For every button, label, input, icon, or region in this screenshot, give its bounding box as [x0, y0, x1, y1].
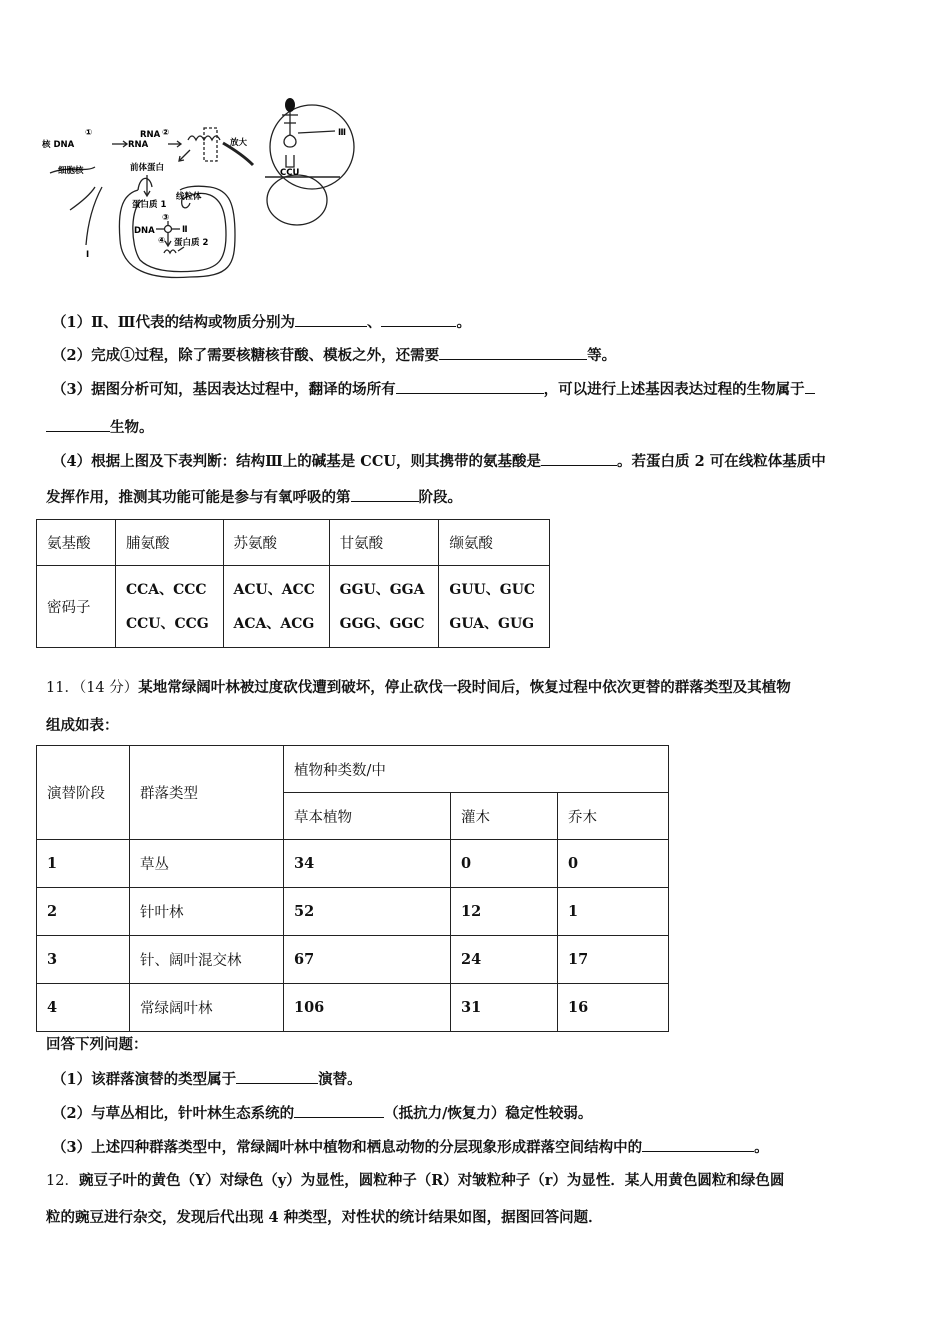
cell-herb: 34 [284, 840, 451, 888]
q11-stem-text-2: 组成如表： [46, 717, 119, 734]
succession-table [36, 745, 669, 1032]
label-step3: ③ [162, 213, 170, 223]
cell-shrub: 31 [451, 984, 558, 1032]
label-protein1: 蛋白质 1 [132, 200, 167, 210]
q10-p3-text: （3）据图分析可知，基因表达过程中，翻译的场所有 [52, 381, 396, 398]
cell-tree: 16 [558, 984, 669, 1032]
q11-number: 11． [46, 680, 79, 696]
cell-stage: 1 [37, 840, 130, 888]
answer-blank[interactable] [396, 379, 544, 394]
q10-p2-text: （2）完成①过程，除了需要核糖核苷酸、模板之外，还需要 [52, 347, 440, 364]
label-rna-1: RNA [128, 140, 149, 150]
codon-text: GUA、GUG [449, 615, 535, 632]
codon-text: GGU、GGA [339, 581, 425, 598]
cell-shrub: 0 [451, 840, 558, 888]
label-rna-2: RNA [140, 130, 161, 140]
label-roman2: Ⅱ [182, 225, 188, 235]
q11-part2 [52, 1103, 910, 1124]
q11-p3-end: 。 [754, 1139, 769, 1156]
amino-acid-cell: 甘氨酸 [329, 520, 439, 566]
codon-cell [439, 566, 550, 648]
answer-blank[interactable] [46, 417, 110, 432]
cell-tree: 0 [558, 840, 669, 888]
answer-blank[interactable] [381, 312, 456, 327]
q12-stem-cont [46, 1208, 910, 1228]
label-step2: ② [162, 128, 170, 138]
q10-p1-sep: 、 [366, 314, 382, 331]
table-row [37, 888, 669, 936]
cell-type: 常绿阔叶林 [130, 984, 284, 1032]
q10-p4b-end: 阶段。 [418, 489, 462, 506]
q11-stem-text: 某地常绿阔叶林被过度砍伐遭到破坏，停止砍伐一段时间后，恢复过程中依次更替的群落类型及其植物 [138, 679, 791, 696]
codon-table [36, 519, 550, 648]
sub-header-herb: 草本植物 [284, 793, 451, 840]
q11-p3-text: （3）上述四种群落类型中，常绿阔叶林中植物和栖息动物的分层现象形成群落空间结构中的 [52, 1139, 643, 1156]
cell-shrub: 12 [451, 888, 558, 936]
table-header-cell: 氨基酸 [37, 520, 116, 566]
label-step1: ① [85, 128, 93, 138]
cell-tree: 17 [558, 936, 669, 984]
sub-header-shrub: 灌木 [451, 793, 558, 840]
label-mitochondrion: 线粒体 [176, 192, 202, 202]
q10-p2-end: 等。 [587, 347, 617, 364]
label-step4: ④ [158, 236, 166, 246]
label-ccu: CCU [280, 168, 300, 178]
q11-p2-end: （抵抗力/恢复力）稳定性较弱。 [384, 1105, 593, 1122]
table-row [37, 520, 550, 566]
q10-p4-mid: 。若蛋白质 2 可在线粒体基质中 [617, 453, 826, 470]
label-roman1: Ⅰ [86, 250, 90, 260]
col-header-stage: 演替阶段 [37, 746, 130, 840]
answer-blank[interactable] [541, 451, 617, 466]
table-header-cell: 密码子 [37, 566, 116, 648]
amino-acid-cell: 脯氨酸 [116, 520, 224, 566]
codon-cell [116, 566, 224, 648]
q10-part3-cont [46, 417, 910, 438]
q11-part1 [52, 1069, 910, 1090]
q10-part3 [52, 379, 910, 400]
q10-part4-cont [46, 487, 910, 508]
sub-header-tree: 乔木 [558, 793, 669, 840]
table-row [37, 566, 550, 648]
col-header-species: 植物种类数/中 [284, 746, 669, 793]
amino-acid-cell: 苏氨酸 [223, 520, 329, 566]
answer-blank[interactable] [295, 312, 367, 327]
cell-type: 针叶林 [130, 888, 284, 936]
label-nucleus: 细胞核 [58, 166, 84, 176]
q10-p1-end: 。 [456, 314, 471, 331]
label-protein2: 蛋白质 2 [174, 238, 209, 248]
table-row [37, 746, 669, 793]
cell-stage: 3 [37, 936, 130, 984]
label-roman3: Ⅲ [338, 128, 347, 138]
answer-blank[interactable] [236, 1069, 318, 1084]
q10-p4b-text: 发挥作用，推测其功能可能是参与有氧呼吸的第 [46, 489, 351, 506]
q12-number: 12． [46, 1173, 79, 1189]
q10-p1-text: （1）Ⅱ、Ⅲ代表的结构或物质分别为 [52, 314, 295, 331]
codon-cell [223, 566, 329, 648]
q11-score: （14 分） [78, 680, 139, 696]
q10-part4 [52, 451, 910, 472]
answer-blank[interactable] [294, 1103, 384, 1118]
q12-stem-text: 豌豆子叶的黄色（Y）对绿色（y）为显性，圆粒种子（R）对皱粒种子（r）为显性．某人用黄色圆粒和绿色圆 [78, 1172, 785, 1189]
q11-stem [46, 678, 910, 698]
cell-stage: 2 [37, 888, 130, 936]
table-row [37, 840, 669, 888]
q11-p2-text: （2）与草丛相比，针叶林生态系统的 [52, 1105, 295, 1122]
gene-expression-diagram [40, 95, 370, 280]
q12-stem [46, 1171, 910, 1191]
amino-acid-cell: 缬氨酸 [439, 520, 550, 566]
codon-text: CCU、CCG [126, 615, 209, 632]
q10-p3-end: 生物。 [110, 419, 154, 436]
codon-text: GGG、GGC [339, 615, 425, 632]
label-enlarge: 放大 [230, 138, 248, 148]
answer-blank[interactable] [805, 379, 815, 394]
cell-type: 草丛 [130, 840, 284, 888]
label-dna: DNA [134, 226, 155, 236]
col-header-type: 群落类型 [130, 746, 284, 840]
table-row [37, 936, 669, 984]
cell-herb: 52 [284, 888, 451, 936]
q11-part3 [52, 1137, 910, 1158]
cell-type: 针、阔叶混交林 [130, 936, 284, 984]
answer-blank[interactable] [439, 345, 587, 360]
codon-text: ACU、ACC [233, 581, 315, 598]
table-row [37, 984, 669, 1032]
q11-stem-cont [46, 716, 910, 736]
q11-p1-end: 演替。 [318, 1071, 362, 1088]
q11-p1-text: （1）该群落演替的类型属于 [52, 1071, 237, 1088]
codon-cell [329, 566, 439, 648]
q11-answer-intro [46, 1035, 910, 1055]
cell-tree: 1 [558, 888, 669, 936]
cell-herb: 106 [284, 984, 451, 1032]
q12-stem-text-2: 粒的豌豆进行杂交，发现后代出现 4 种类型，对性状的统计结果如图，据图回答问题． [46, 1209, 603, 1226]
codon-text: GUU、GUC [449, 581, 536, 598]
cell-herb: 67 [284, 936, 451, 984]
codon-text: ACA、ACG [233, 615, 315, 632]
codon-text: CCA、CCC [126, 581, 207, 598]
cell-stage: 4 [37, 984, 130, 1032]
q10-part2 [52, 345, 910, 366]
q10-p3-mid: ，可以进行上述基因表达过程的生物属于 [543, 381, 805, 398]
label-precursor-protein: 前体蛋白 [130, 163, 165, 173]
label-nuclear-dna: 核 DNA [42, 140, 75, 150]
answer-blank[interactable] [642, 1137, 754, 1152]
q11-answer-intro-text: 回答下列问题： [46, 1036, 148, 1053]
q10-part1 [52, 312, 910, 333]
cell-shrub: 24 [451, 936, 558, 984]
answer-blank[interactable] [351, 487, 419, 502]
q10-p4-text: （4）根据上图及下表判断：结构Ⅲ上的碱基是 CCU，则其携带的氨基酸是 [52, 453, 542, 470]
